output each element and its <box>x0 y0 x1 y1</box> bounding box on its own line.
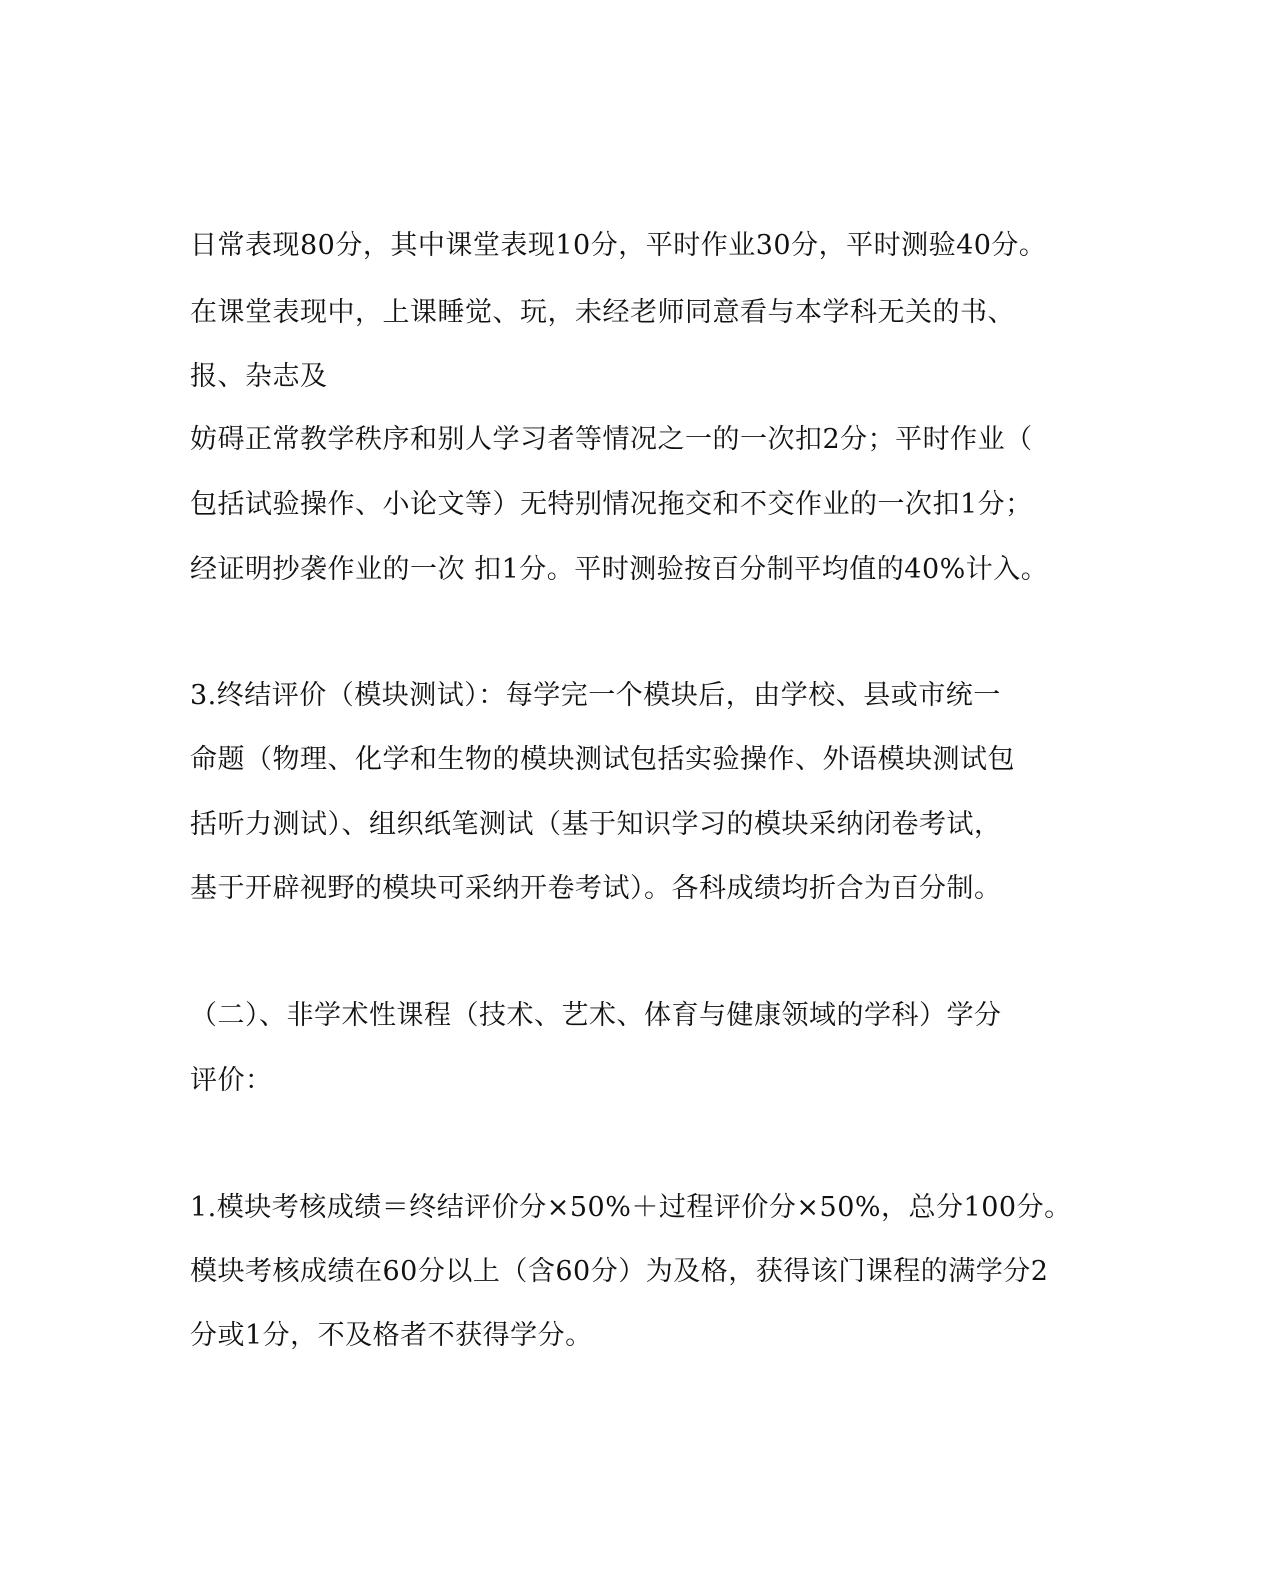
text-line: 命题（物理、化学和生物的模块测试包括实验操作、外语模块测试包 <box>190 744 1015 775</box>
text-line: （二）、非学术性课程（技术、艺术、体育与健康领域的学科）学分 <box>190 1000 1002 1031</box>
text-line: 日常表现80分，其中课堂表现10分，平时作业30分，平时测验40分。 <box>190 230 1047 261</box>
text-line: 妨碍正常教学秩序和别人学习者等情况之一的一次扣2分；平时作业（ <box>190 424 1033 455</box>
text-line: 分或1分，不及格者不获得学分。 <box>190 1320 593 1351</box>
text-line: 基于开辟视野的模块可采纳开卷考试）。各科成绩均折合为百分制。 <box>190 873 1002 904</box>
text-line: 包括试验操作、小论文等）无特别情况拖交和不交作业的一次扣1分； <box>190 489 1033 520</box>
text-line: 模块考核成绩在60分以上（含60分）为及格，获得该门课程的满学分2 <box>190 1256 1049 1287</box>
text-line: 报、杂志及 <box>190 361 328 392</box>
text-line: 括听力测试）、组织纸笔测试（基于知识学习的模块采纳闭卷考试， <box>190 809 1002 840</box>
text-line: 1.模块考核成绩＝终结评价分×50%＋过程评价分×50%，总分100分。 <box>190 1192 1072 1223</box>
text-line: 经证明抄袭作业的一次 扣1分。平时测验按百分制平均值的40%计入。 <box>190 554 1049 585</box>
text-line: 3.终结评价（模块测试）：每学完一个模块后，由学校、县或市统一 <box>190 680 1001 711</box>
text-line: 在课堂表现中，上课睡觉、玩，未经老师同意看与本学科无关的书、 <box>190 297 1015 328</box>
text-line: 评价： <box>190 1065 273 1096</box>
